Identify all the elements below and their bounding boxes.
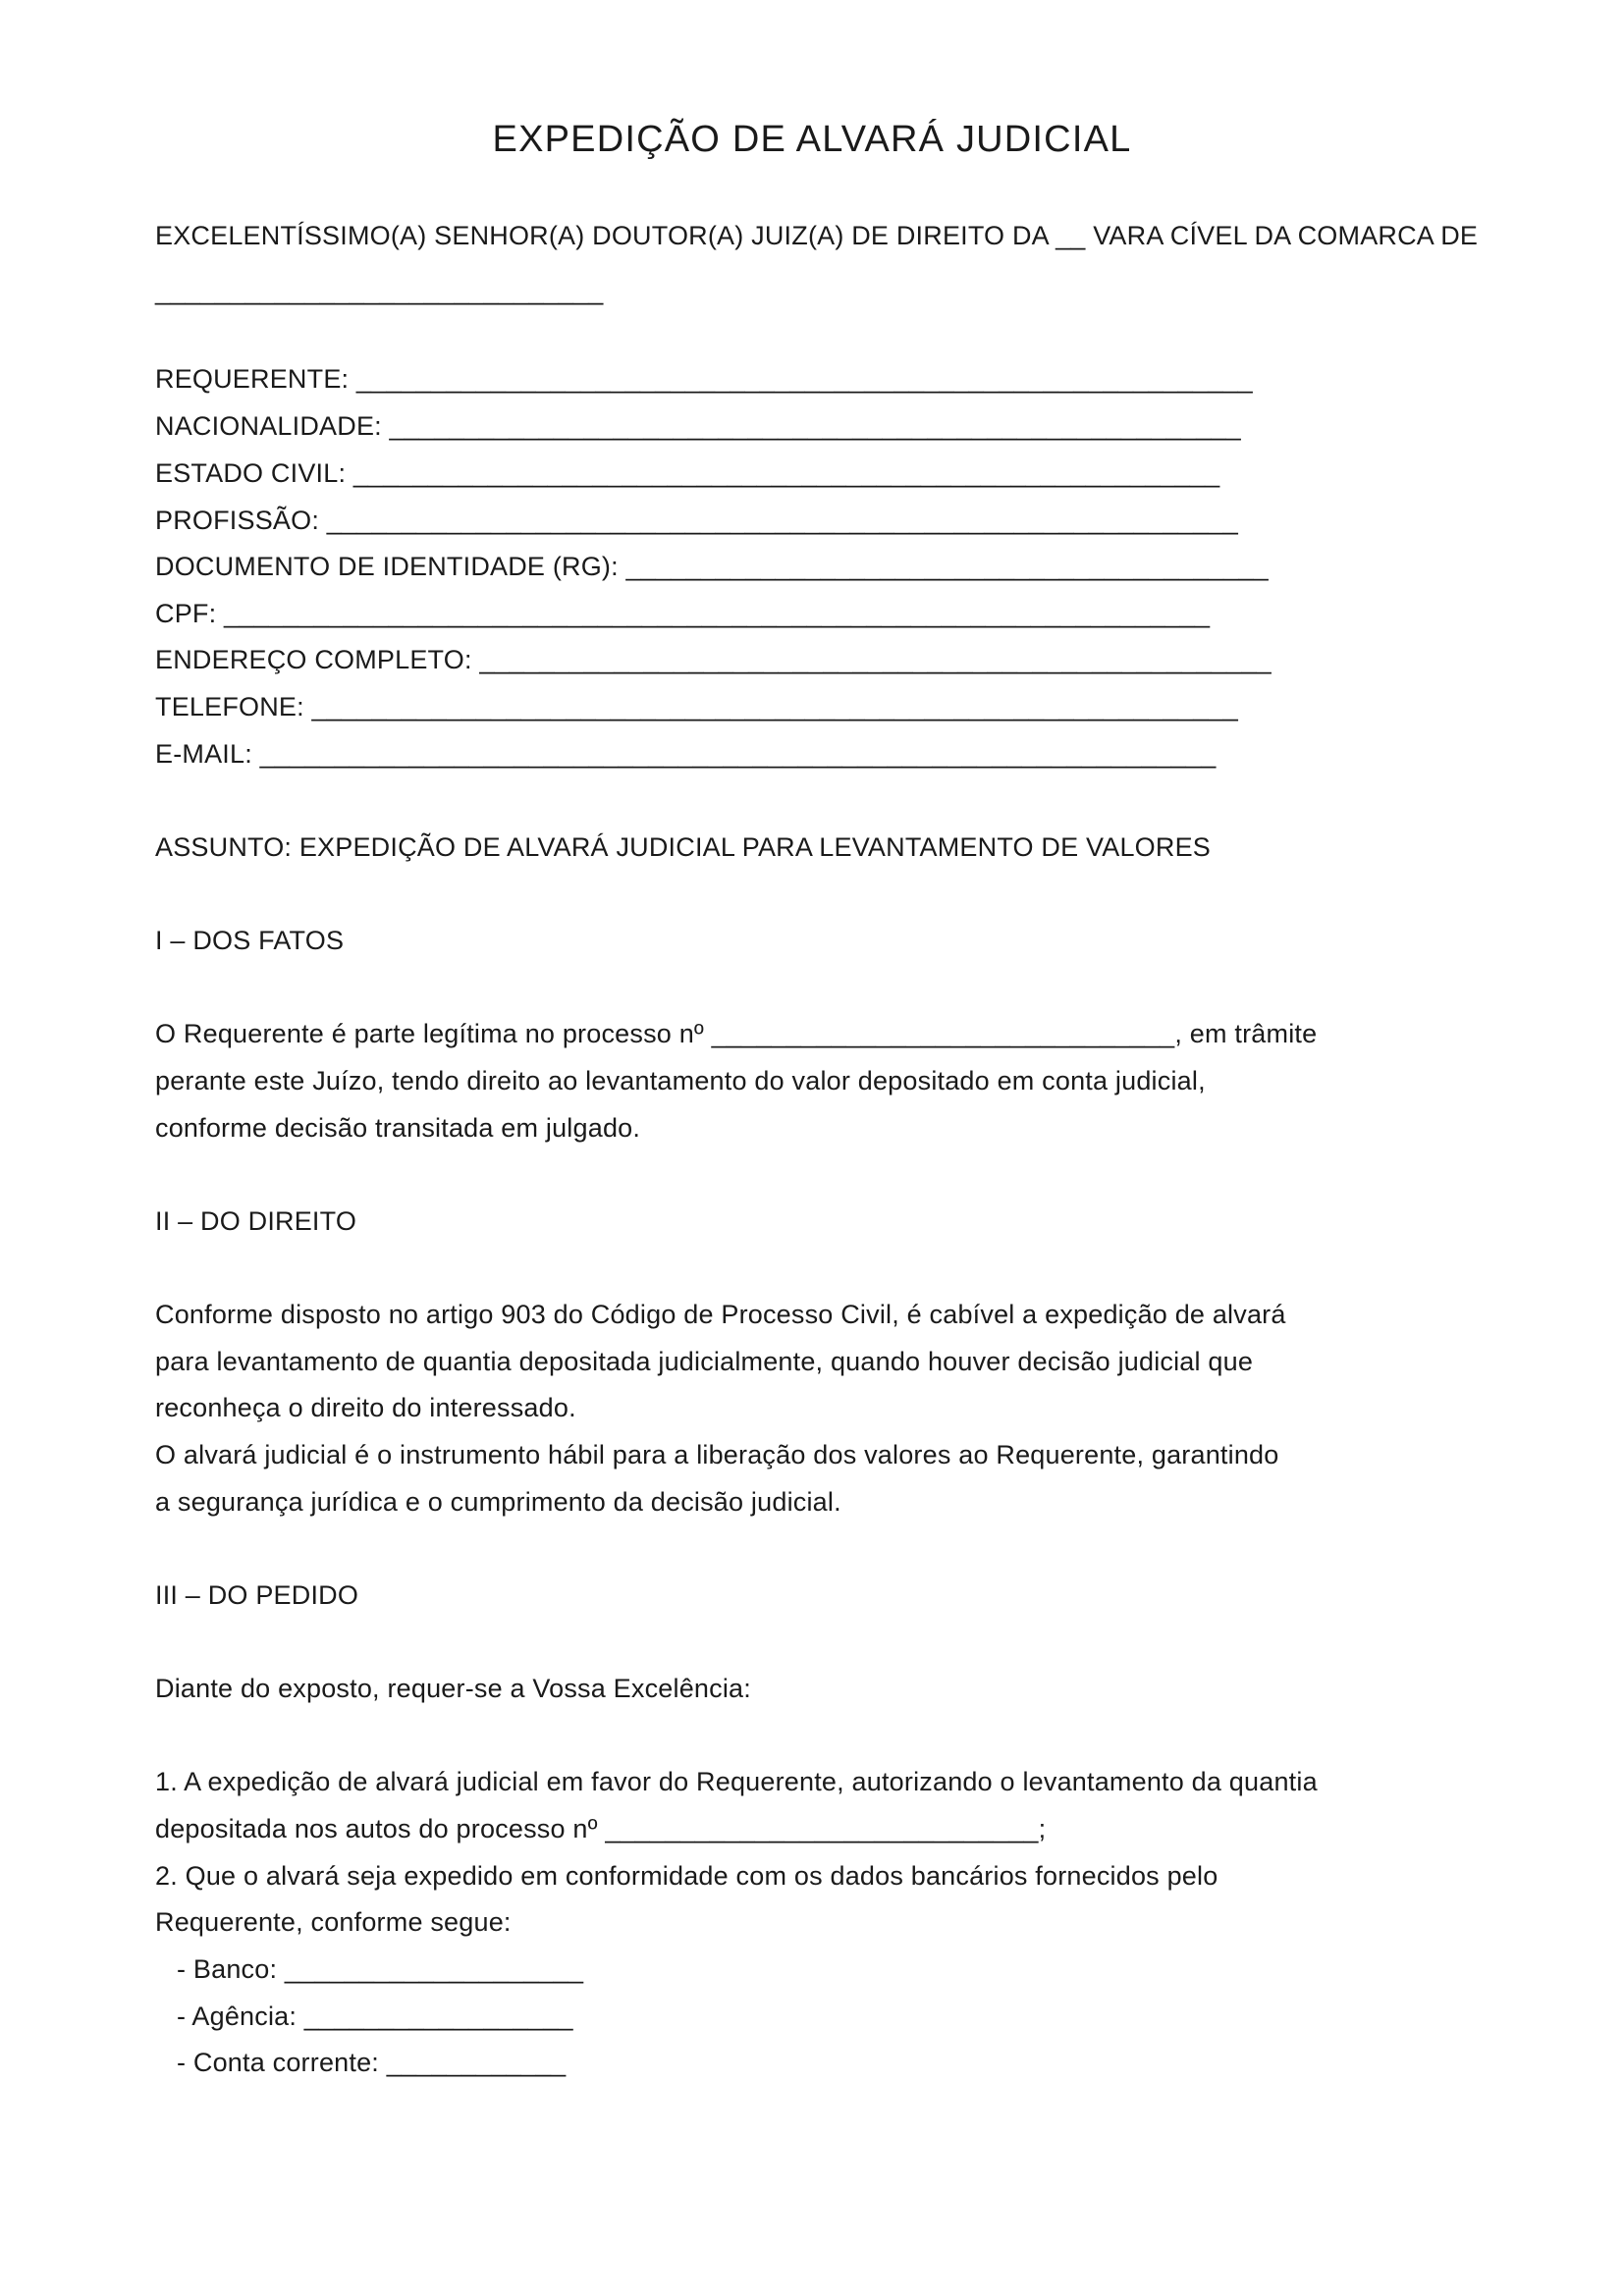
field-telefone: TELEFONE: ______________________________________________________________ bbox=[155, 692, 1238, 721]
section-heading-direito: II – DO DIREITO bbox=[155, 1206, 357, 1236]
direito-line: Conforme disposto no artigo 903 do Código de Processo Civil, é cabível a expedição de alvará bbox=[155, 1300, 1286, 1329]
direito-line: reconheça o direito do interessado. bbox=[155, 1393, 576, 1422]
field-documento-identidade: DOCUMENTO DE IDENTIDADE (RG): ___________________________________________ bbox=[155, 552, 1269, 581]
bank-field-banco: - Banco: ____________________ bbox=[177, 1954, 584, 1984]
section-heading-pedido: III – DO PEDIDO bbox=[155, 1580, 359, 1610]
fatos-line: O Requerente é parte legítima no processo nº _______________________________, em trâmite bbox=[155, 1019, 1318, 1048]
direito-line: O alvará judicial é o instrumento hábil para a liberação dos valores ao Requerente, garantindo bbox=[155, 1440, 1279, 1469]
field-requerente: REQUERENTE: ____________________________________________________________ bbox=[155, 364, 1253, 394]
pedido-line: Requerente, conforme segue: bbox=[155, 1907, 512, 1937]
section-heading-fatos: I – DOS FATOS bbox=[155, 926, 345, 955]
field-profissao: PROFISSÃO: _____________________________________________________________ bbox=[155, 506, 1238, 535]
addressee-blank-line: ______________________________ bbox=[155, 276, 604, 305]
fatos-line: conforme decisão transitada em julgado. bbox=[155, 1113, 641, 1143]
field-nacionalidade: NACIONALIDADE: _________________________________________________________ bbox=[155, 411, 1241, 441]
assunto-line: ASSUNTO: EXPEDIÇÃO DE ALVARÁ JUDICIAL PARA LEVANTAMENTO DE VALORES bbox=[155, 832, 1211, 862]
bank-field-agencia: - Agência: __________________ bbox=[177, 2002, 573, 2031]
pedido-line: depositada nos autos do processo nº _____________________________; bbox=[155, 1814, 1047, 1843]
direito-line: a segurança jurídica e o cumprimento da decisão judicial. bbox=[155, 1487, 841, 1517]
field-email: E-MAIL: ________________________________________________________________ bbox=[155, 739, 1217, 769]
pedido-line: 1. A expedição de alvará judicial em favor do Requerente, autorizando o levantamento da quantia bbox=[155, 1767, 1318, 1796]
pedido-line: 2. Que o alvará seja expedido em conformidade com os dados bancários fornecidos pelo bbox=[155, 1861, 1218, 1891]
bank-field-conta-corrente: - Conta corrente: ____________ bbox=[177, 2048, 567, 2077]
field-cpf: CPF: __________________________________________________________________ bbox=[155, 599, 1211, 628]
document-title: EXPEDIÇÃO DE ALVARÁ JUDICIAL bbox=[492, 119, 1132, 160]
field-estado-civil: ESTADO CIVIL: __________________________________________________________ bbox=[155, 458, 1220, 488]
addressee-line: EXCELENTÍSSIMO(A) SENHOR(A) DOUTOR(A) JUIZ(A) DE DIREITO DA __ VARA CÍVEL DA COMARCA DE bbox=[155, 221, 1479, 250]
pedido-intro: Diante do exposto, requer-se a Vossa Excelência: bbox=[155, 1674, 751, 1703]
field-endereco: ENDEREÇO COMPLETO: _____________________________________________________ bbox=[155, 645, 1272, 674]
fatos-line: perante este Juízo, tendo direito ao levantamento do valor depositado em conta judicial, bbox=[155, 1066, 1206, 1095]
direito-line: para levantamento de quantia depositada judicialmente, quando houver decisão judicial que bbox=[155, 1347, 1254, 1376]
